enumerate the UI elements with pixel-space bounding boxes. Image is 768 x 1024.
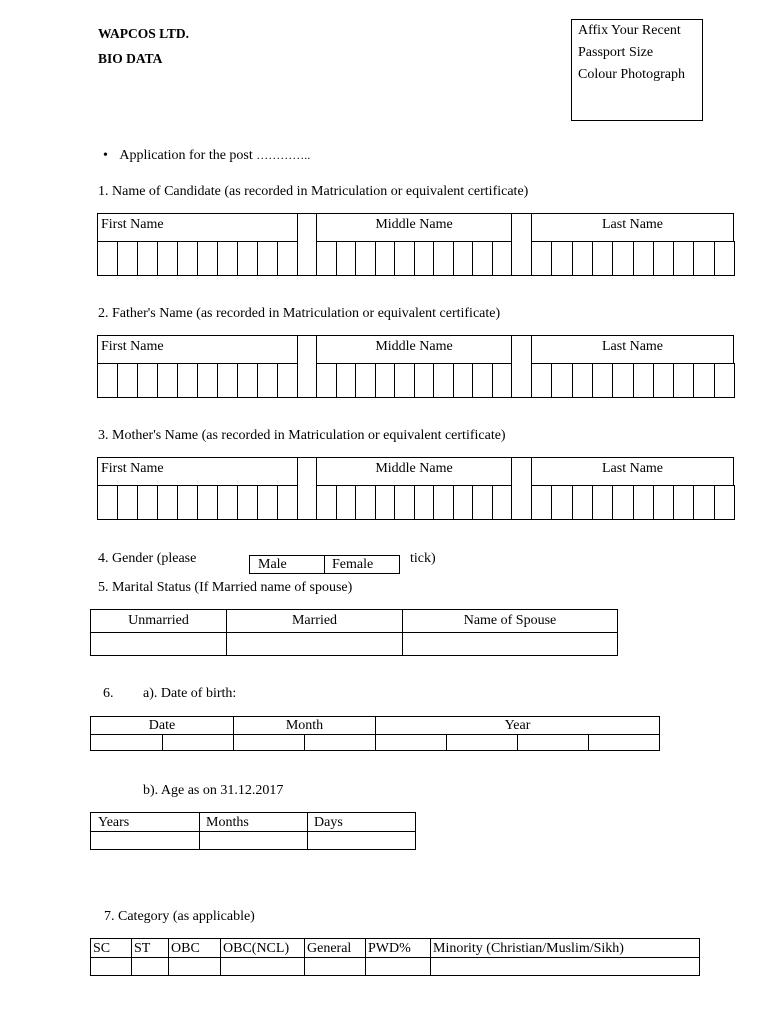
father-last-char-cell[interactable] — [612, 363, 634, 398]
category-cell-obc-ncl[interactable] — [221, 958, 305, 976]
category-header-sc: SC — [91, 939, 132, 958]
mother-middle-char-cell[interactable] — [492, 485, 512, 520]
q1-name-grid — [97, 213, 734, 276]
q5-label: 5. Marital Status (If Married name of spouse) — [98, 580, 353, 595]
org-name: WAPCOS LTD. — [98, 26, 190, 41]
age-table — [90, 812, 416, 850]
category-header-st: ST — [132, 939, 169, 958]
category-header-minority-christian-muslim-sikh: Minority (Christian/Muslim/Sikh) — [431, 939, 700, 958]
age-label: b). Age as on 31.12.2017 — [143, 783, 284, 798]
mother-first-char-cell[interactable] — [137, 485, 158, 520]
candidate-separator — [511, 213, 532, 276]
q4-label: 4. Gender (please — [98, 551, 197, 566]
mother-separator — [297, 457, 317, 520]
candidate-last-char-cell[interactable] — [612, 241, 634, 276]
application-text: Application for the post — [119, 148, 253, 163]
mother-middle-char-cell[interactable] — [316, 485, 337, 520]
category-header-obc: OBC — [169, 939, 221, 958]
candidate-middle-char-cell[interactable] — [355, 241, 376, 276]
category-cell-obc[interactable] — [169, 958, 221, 976]
father-separator — [297, 335, 317, 398]
candidate-header-middle — [316, 213, 512, 242]
q7-label: 7. Category (as applicable) — [104, 909, 255, 924]
mother-first-char-cell[interactable] — [177, 485, 198, 520]
category-cell-sc[interactable] — [91, 958, 132, 976]
mother-middle-char-cell[interactable] — [414, 485, 434, 520]
dob-month-m2[interactable] — [305, 735, 376, 751]
candidate-first-char-cell[interactable] — [137, 241, 158, 276]
mother-first-char-cell[interactable] — [157, 485, 178, 520]
dob-year-y4[interactable] — [589, 735, 660, 751]
category-table — [90, 938, 700, 976]
mother-last-char-cell[interactable] — [531, 485, 552, 520]
candidate-last-char-cell[interactable] — [714, 241, 735, 276]
candidate-middle-char-cell[interactable] — [336, 241, 356, 276]
marital-cell-spouse[interactable] — [403, 633, 618, 656]
mother-last-char-cell[interactable] — [653, 485, 674, 520]
mother-last-char-cell[interactable] — [612, 485, 634, 520]
mother-separator — [511, 457, 532, 520]
mother-header-middle — [316, 457, 512, 486]
dob-date-d1[interactable] — [91, 735, 163, 751]
father-first-char-cell[interactable] — [177, 363, 198, 398]
father-last-char-cell[interactable] — [673, 363, 694, 398]
dob-label: a). Date of birth: — [143, 686, 237, 701]
application-line — [103, 148, 310, 164]
category-header-pwd: PWD% — [366, 939, 431, 958]
candidate-first-char-cell[interactable] — [237, 241, 258, 276]
candidate-header-last-label: Last Name — [601, 217, 664, 232]
marital-header-unmarried: Unmarried — [91, 610, 227, 633]
father-first-char-cell[interactable] — [117, 363, 138, 398]
bullet-icon: • — [103, 148, 108, 163]
mother-first-char-cell[interactable] — [217, 485, 238, 520]
father-last-char-cell[interactable] — [633, 363, 654, 398]
father-last-char-cell[interactable] — [531, 363, 552, 398]
father-last-char-cell[interactable] — [572, 363, 593, 398]
gender-male-box[interactable] — [249, 555, 325, 574]
candidate-last-char-cell[interactable] — [633, 241, 654, 276]
dob-year-y2[interactable] — [447, 735, 518, 751]
mother-first-char-cell[interactable] — [97, 485, 118, 520]
mother-middle-char-cell[interactable] — [355, 485, 376, 520]
candidate-last-char-cell[interactable] — [592, 241, 613, 276]
dob-year-y1[interactable] — [376, 735, 447, 751]
father-first-char-cell[interactable] — [137, 363, 158, 398]
father-first-char-cell[interactable] — [157, 363, 178, 398]
candidate-first-char-cell[interactable] — [117, 241, 138, 276]
category-cell-minority-christian-muslim-sikh[interactable] — [431, 958, 700, 976]
candidate-last-char-cell[interactable] — [572, 241, 593, 276]
mother-middle-char-cell[interactable] — [336, 485, 356, 520]
candidate-middle-char-cell[interactable] — [453, 241, 473, 276]
candidate-first-char-cell[interactable] — [257, 241, 278, 276]
mother-header-first — [97, 457, 298, 486]
mother-middle-char-cell[interactable] — [472, 485, 493, 520]
mother-header-last — [531, 457, 734, 486]
candidate-middle-char-cell[interactable] — [316, 241, 337, 276]
gender-male-label: Male — [258, 557, 287, 572]
father-first-char-cell[interactable] — [197, 363, 218, 398]
father-middle-char-cell[interactable] — [414, 363, 434, 398]
category-cell-general[interactable] — [305, 958, 366, 976]
dob-header-year: Year — [376, 717, 660, 735]
gender-female-label: Female — [332, 557, 374, 572]
age-cell-years[interactable] — [91, 832, 200, 850]
father-middle-char-cell[interactable] — [394, 363, 415, 398]
father-header-last-label: Last Name — [601, 339, 664, 354]
candidate-middle-char-cell[interactable] — [394, 241, 415, 276]
mother-first-char-cell[interactable] — [257, 485, 278, 520]
father-first-char-cell[interactable] — [217, 363, 238, 398]
father-last-char-cell[interactable] — [653, 363, 674, 398]
mother-middle-char-cell[interactable] — [375, 485, 395, 520]
candidate-middle-char-cell[interactable] — [492, 241, 512, 276]
candidate-last-char-cell[interactable] — [531, 241, 552, 276]
candidate-header-middle-label: Middle Name — [375, 217, 453, 232]
mother-first-char-cell[interactable] — [197, 485, 218, 520]
mother-middle-char-cell[interactable] — [394, 485, 415, 520]
marital-header-married: Married — [227, 610, 403, 633]
mother-first-char-cell[interactable] — [117, 485, 138, 520]
mother-last-char-cell[interactable] — [551, 485, 573, 520]
candidate-last-char-cell[interactable] — [551, 241, 573, 276]
gender-female-box[interactable] — [324, 555, 400, 574]
father-middle-char-cell[interactable] — [316, 363, 337, 398]
mother-last-char-cell[interactable] — [673, 485, 694, 520]
candidate-first-char-cell[interactable] — [217, 241, 238, 276]
father-header-middle — [316, 335, 512, 364]
age-cell-days[interactable] — [308, 832, 416, 850]
candidate-middle-char-cell[interactable] — [375, 241, 395, 276]
age-cell-months[interactable] — [200, 832, 308, 850]
dob-month-m1[interactable] — [234, 735, 305, 751]
father-header-last — [531, 335, 734, 364]
q3-label: 3. Mother's Name (as recorded in Matriculation or equivalent certificate) — [98, 428, 506, 443]
category-cell-st[interactable] — [132, 958, 169, 976]
candidate-header-first — [97, 213, 298, 242]
candidate-last-char-cell[interactable] — [653, 241, 674, 276]
q2-name-grid — [97, 335, 734, 398]
mother-last-char-cell[interactable] — [592, 485, 613, 520]
marital-cell-married[interactable] — [227, 633, 403, 656]
father-middle-char-cell[interactable] — [472, 363, 493, 398]
candidate-middle-char-cell[interactable] — [472, 241, 493, 276]
candidate-first-char-cell[interactable] — [177, 241, 198, 276]
category-header-obc-ncl: OBC(NCL) — [221, 939, 305, 958]
father-header-middle-label: Middle Name — [375, 339, 453, 354]
marital-status-table — [90, 609, 618, 656]
candidate-first-char-cell[interactable] — [197, 241, 218, 276]
marital-cell-unmarried[interactable] — [91, 633, 227, 656]
application-dots[interactable]: ………….. — [256, 148, 311, 162]
father-middle-char-cell[interactable] — [492, 363, 512, 398]
candidate-last-char-cell[interactable] — [673, 241, 694, 276]
father-middle-char-cell[interactable] — [336, 363, 356, 398]
mother-last-char-cell[interactable] — [693, 485, 715, 520]
photo-box-line-3: Colour Photograph — [578, 67, 685, 82]
father-header-first-label: First Name — [101, 339, 164, 354]
mother-last-char-cell[interactable] — [572, 485, 593, 520]
father-first-char-cell[interactable] — [257, 363, 278, 398]
father-last-char-cell[interactable] — [714, 363, 735, 398]
document-title: BIO DATA — [98, 51, 163, 66]
father-last-char-cell[interactable] — [592, 363, 613, 398]
candidate-middle-char-cell[interactable] — [414, 241, 434, 276]
dob-header-month: Month — [234, 717, 376, 735]
candidate-first-char-cell[interactable] — [157, 241, 178, 276]
photo-box — [571, 19, 703, 121]
q3-name-grid — [97, 457, 734, 520]
father-last-char-cell[interactable] — [693, 363, 715, 398]
q2-label: 2. Father's Name (as recorded in Matriculation or equivalent certificate) — [98, 306, 501, 321]
marital-header-spouse: Name of Spouse — [403, 610, 618, 633]
father-header-first — [97, 335, 298, 364]
candidate-middle-char-cell[interactable] — [433, 241, 454, 276]
mother-last-char-cell[interactable] — [714, 485, 735, 520]
father-first-char-cell[interactable] — [237, 363, 258, 398]
photo-box-line-2: Passport Size — [578, 45, 654, 60]
mother-first-char-cell[interactable] — [237, 485, 258, 520]
father-first-char-cell[interactable] — [97, 363, 118, 398]
mother-first-char-cell[interactable] — [277, 485, 298, 520]
candidate-first-char-cell[interactable] — [97, 241, 118, 276]
candidate-separator — [297, 213, 317, 276]
mother-header-last-label: Last Name — [601, 461, 664, 476]
candidate-header-first-label: First Name — [101, 217, 164, 232]
mother-header-middle-label: Middle Name — [375, 461, 453, 476]
mother-header-first-label: First Name — [101, 461, 164, 476]
q4-suffix: tick) — [410, 551, 436, 566]
age-header-months: Months — [200, 813, 308, 832]
q1-label: 1. Name of Candidate (as recorded in Matriculation or equivalent certificate) — [98, 184, 529, 199]
category-cell-pwd[interactable] — [366, 958, 431, 976]
father-middle-char-cell[interactable] — [433, 363, 454, 398]
candidate-first-char-cell[interactable] — [277, 241, 298, 276]
photo-box-line-1: Affix Your Recent — [578, 23, 681, 38]
category-header-general: General — [305, 939, 366, 958]
father-separator — [511, 335, 532, 398]
q6-number: 6. — [103, 686, 114, 701]
dob-header-date: Date — [91, 717, 234, 735]
candidate-header-last — [531, 213, 734, 242]
father-first-char-cell[interactable] — [277, 363, 298, 398]
mother-middle-char-cell[interactable] — [433, 485, 454, 520]
age-header-days: Days — [308, 813, 416, 832]
father-last-char-cell[interactable] — [551, 363, 573, 398]
mother-middle-char-cell[interactable] — [453, 485, 473, 520]
dob-year-y3[interactable] — [518, 735, 589, 751]
father-middle-char-cell[interactable] — [355, 363, 376, 398]
mother-last-char-cell[interactable] — [633, 485, 654, 520]
age-header-years: Years — [91, 813, 200, 832]
father-middle-char-cell[interactable] — [453, 363, 473, 398]
father-middle-char-cell[interactable] — [375, 363, 395, 398]
candidate-last-char-cell[interactable] — [693, 241, 715, 276]
dob-table — [90, 716, 660, 751]
dob-date-d2[interactable] — [163, 735, 234, 751]
